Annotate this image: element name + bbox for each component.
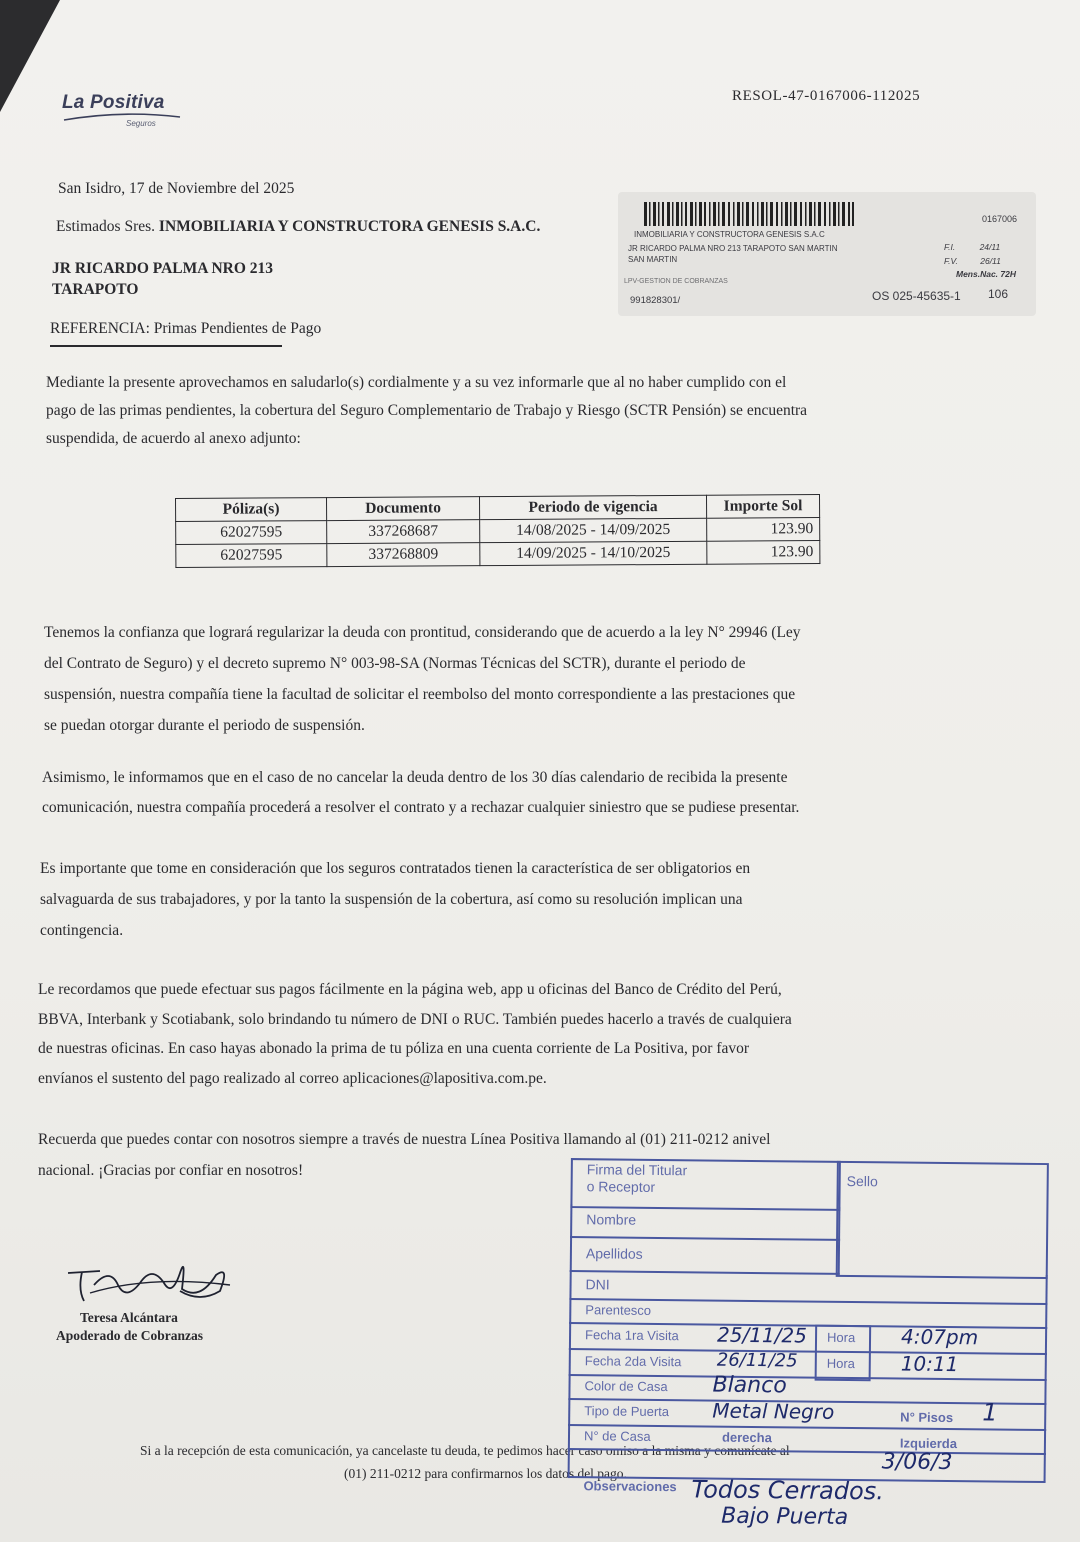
company-logo (62, 92, 182, 128)
label-region: SAN MARTIN (628, 255, 678, 264)
paragraph-2-line: se puedan otorgar durante el periodo de suspensión. (44, 717, 365, 734)
label-os-number: OS 025-45635-1 (872, 289, 961, 303)
label-dept: LPV-GESTION DE COBRANZAS (624, 278, 728, 285)
label-service: Mens.Nac. 72H (956, 269, 1016, 279)
paragraph-5-line: de nuestras oficinas. En caso hayas abonado la prima de tu póliza en una cuenta corriente de La Positiva, por favor (38, 1040, 750, 1057)
paragraph-4-line: Es importante que tome en consideración que los seguros contratados tienen la característica de ser obligatorios en (40, 860, 751, 877)
paragraph-2 (44, 617, 801, 741)
greeting-prefix: Estimados Sres. (56, 218, 156, 235)
paragraph-5 (38, 975, 792, 1093)
label-fi-value: 24/11 (979, 242, 1001, 252)
table-row (176, 541, 820, 568)
stamp-label-pisos: N° Pisos (900, 1409, 954, 1426)
greeting (56, 214, 540, 239)
footer-line-1: Si a la recepción de esta comunicación, ya cancelaste tu deuda, te pedimos hacer caso omiso a la misma y comunícate al (140, 1443, 790, 1458)
paragraph-3-line: comunicación, nuestra compañía procederá a resolver el contrato y a rechazar cualquier siniestro que se pudiese presentar. (42, 799, 800, 816)
table-cell: 62027595 (176, 521, 327, 545)
paragraph-2-line: Tenemos la confianza que logrará regularizar la deuda con prontitud, considerando que de acuerdo a la ley N° 29946 (Ley (44, 624, 801, 641)
handwritten-date-2: 26/11/25 (716, 1349, 798, 1372)
column-header: Periodo de vigencia (479, 495, 706, 519)
label-code: 0167006 (982, 214, 1018, 224)
column-header: Póliza(s) (176, 498, 327, 522)
paragraph-4 (40, 853, 750, 946)
label-fi (944, 242, 1000, 252)
label-fi-label: F.I. (944, 242, 956, 252)
handwritten-door: Metal Negro (712, 1398, 835, 1424)
handwritten-hour-1: 4:07pm (900, 1324, 979, 1350)
barcode-icon (644, 202, 854, 226)
paragraph-1-line: pago de las primas pendientes, la cobertura del Seguro Complementario de Trabajo y Riesgo (SCTR Pensión) se encuentra (46, 402, 808, 419)
reference: REFERENCIA: Primas Pendientes de Pago (50, 320, 322, 337)
handwritten-observation-2: Bajo Puerta (721, 1503, 849, 1530)
paragraph-3-line: Asimismo, le informamos que en el caso de no cancelar la deuda dentro de los 30 días calendario de recibida la presente (42, 769, 788, 786)
stamp-label-puerta: Tipo de Puerta (584, 1403, 670, 1420)
table-cell: 14/09/2025 - 14/10/2025 (480, 541, 707, 565)
table-cell: 123.90 (707, 518, 820, 542)
paragraph-1-line: Mediante la presente aprovechamos en saludarlo(s) cordialmente y a su vez informarle que al no haber cumplido con el (46, 374, 787, 391)
place-date: San Isidro, 17 de Noviembre del 2025 (58, 180, 295, 197)
addressee-company: INMOBILIARIA Y CONSTRUCTORA GENESIS S.A.C. (158, 218, 541, 235)
column-header: Documento (327, 497, 480, 521)
signer-name: Teresa Alcántara (80, 1310, 178, 1325)
handwritten-house-number: 3/06/3 (881, 1449, 953, 1476)
handwritten-date-1: 25/11/25 (716, 1322, 808, 1348)
label-count: 106 (988, 287, 1009, 301)
logo-text: La Positiva (62, 92, 165, 113)
annex-table (175, 494, 820, 568)
paragraph-1 (46, 370, 807, 451)
stamp-label-dni: DNI (585, 1276, 610, 1293)
mailing-label (618, 192, 1036, 316)
stamp-label-sello: Sello (846, 1172, 878, 1190)
column-header: Importe Sol (706, 495, 819, 519)
signature-block (60, 1245, 240, 1312)
stamp-label-parentesco: Parentesco (585, 1302, 652, 1318)
handwritten-hour-2: 10:11 (900, 1351, 959, 1377)
label-company: INMOBILIARIA Y CONSTRUCTORA GENESIS S.A.C (634, 230, 825, 239)
table-cell: 337268687 (327, 520, 480, 544)
label-fv-value: 26/11 (980, 256, 1001, 266)
folded-corner (0, 0, 60, 112)
signer-title: Apoderado de Cobranzas (56, 1328, 204, 1343)
paragraph-2-line: del Contrato de Seguro) y el decreto supremo N° 003-98-SA (Normas Técnicas del SCTR), durante el periodo de (44, 655, 746, 672)
delivery-stamp (561, 1150, 1055, 1535)
footer-line-2: (01) 211-0212 para confirmarnos los datos del pago. (344, 1466, 627, 1481)
handwritten-signature-icon (60, 1245, 240, 1307)
stamp-label-hora-1: Hora (826, 1329, 856, 1346)
address-line-1: JR RICARDO PALMA NRO 213 (52, 260, 274, 277)
stamp-label-ncasa: N° de Casa (583, 1428, 651, 1444)
stamp-label-fecha-1: Fecha 1ra Visita (584, 1327, 679, 1344)
paragraph-6-line: nacional. ¡Gracias por confiar en nosotros! (38, 1162, 304, 1179)
stamp-label-nombre: Nombre (586, 1211, 637, 1228)
paragraph-5-line: envíanos el sustento del pago realizado al correo aplicaciones@lapositiva.com.pe. (38, 1069, 547, 1087)
stamp-label-hora-2: Hora (826, 1355, 856, 1372)
stamp-label-observaciones: Observaciones (583, 1478, 677, 1495)
paragraph-3 (42, 763, 799, 823)
address-line-2: TARAPOTO (52, 281, 139, 298)
handwritten-observation-1: Todos Cerrados. (691, 1475, 885, 1506)
resolution-code: RESOL-47-0167006-112025 (732, 88, 921, 104)
stamp-label-fecha-2: Fecha 2da Visita (584, 1353, 682, 1370)
handwritten-floors: 1 (982, 1398, 998, 1427)
stamp-label-izquierda: Izquierda (899, 1435, 958, 1452)
label-fv-label: F.V. (944, 256, 958, 266)
handwritten-color: Blanco (712, 1372, 787, 1399)
table-cell: 123.90 (707, 541, 820, 565)
paragraph-6-line: Recuerda que puedes contar con nosotros siempre a través de nuestra Línea Positiva llamando al (01) 211-0212 anivel (38, 1131, 771, 1148)
stamp-label-receptor: o Receptor (586, 1178, 656, 1195)
paragraph-5-line: Le recordamos que puede efectuar sus pagos fácilmente en la página web, app u oficinas del Banco de Crédito del Perú, (38, 981, 782, 998)
table-cell: 62027595 (176, 544, 327, 568)
paragraph-4-line: salvaguarda de sus trabajadores, y por la tanto la suspensión de la cobertura, así como su resolución implican una (40, 891, 743, 908)
table-cell: 337268809 (327, 543, 480, 567)
table-cell: 14/08/2025 - 14/09/2025 (480, 518, 707, 542)
paragraph-2-line: suspensión, nuestra compañía tiene la facultad de solicitar el reembolso del monto correspondiente a las prestaciones que (44, 686, 796, 703)
stamp-label-apellidos: Apellidos (585, 1245, 643, 1262)
reference-underline (50, 345, 282, 347)
paragraph-4-line: contingencia. (40, 922, 124, 939)
stamp-label-derecha: derecha (721, 1429, 772, 1446)
stamp-label-firma: Firma del Titular (586, 1161, 688, 1179)
logo-subtext: Seguros (126, 119, 156, 128)
paragraph-5-line: BBVA, Interbank y Scotiabank, solo brindando tu número de DNI o RUC. También puedes hacerlo a través de cualquiera (38, 1010, 792, 1028)
stamp-label-color: Color de Casa (584, 1378, 668, 1395)
label-ref-number: 991828301/ (630, 295, 681, 306)
label-address: JR RICARDO PALMA NRO 213 TARAPOTO SAN MARTIN (628, 244, 838, 253)
paragraph-1-line: suspendida, de acuerdo al anexo adjunto: (46, 430, 301, 447)
label-fv (944, 256, 1001, 266)
